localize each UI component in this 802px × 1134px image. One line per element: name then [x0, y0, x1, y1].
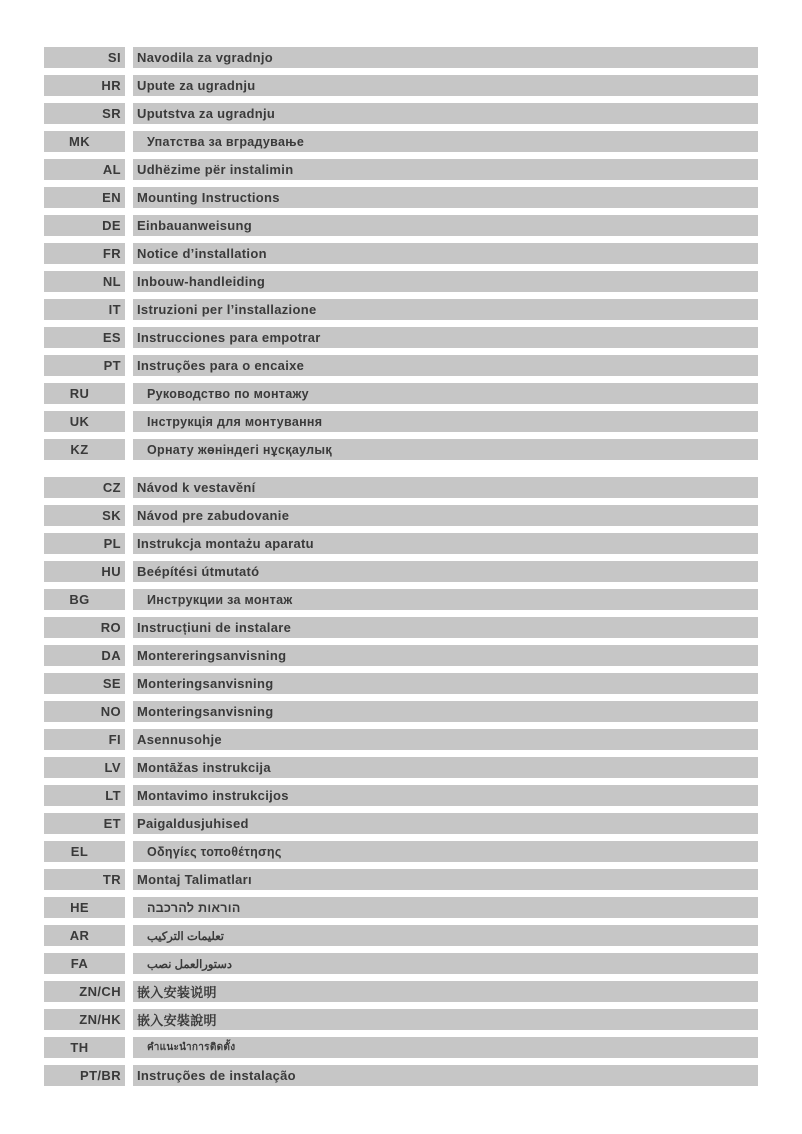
language-row: [44, 701, 758, 722]
instruction-text: تعليمات التركيب: [133, 925, 758, 946]
language-row: [44, 1065, 758, 1086]
instruction-text: Руководство по монтажу: [133, 383, 758, 404]
instruction-text: Navodila za vgradnjo: [133, 47, 758, 68]
language-row: [44, 673, 758, 694]
instruction-text: Beépítési útmutató: [133, 561, 758, 582]
column-divider: [125, 411, 133, 432]
instruction-text: Einbauanweisung: [133, 215, 758, 236]
language-code: SK: [44, 505, 125, 526]
instruction-text: Instruções para o encaixe: [133, 355, 758, 376]
language-code: AR: [44, 925, 125, 946]
column-divider: [125, 561, 133, 582]
language-row: [44, 131, 758, 152]
instruction-text: Notice d’installation: [133, 243, 758, 264]
column-divider: [125, 729, 133, 750]
language-code: AL: [44, 159, 125, 180]
instruction-text: 嵌入安装说明: [133, 981, 758, 1002]
language-code: FR: [44, 243, 125, 264]
instruction-text: Instrucțiuni de instalare: [133, 617, 758, 638]
column-divider: [125, 673, 133, 694]
column-divider: [125, 617, 133, 638]
column-divider: [125, 785, 133, 806]
language-code: TR: [44, 869, 125, 890]
language-code: EN: [44, 187, 125, 208]
column-divider: [125, 981, 133, 1002]
instruction-text: Instruções de instalação: [133, 1065, 758, 1086]
instruction-text: دستورالعمل نصب: [133, 953, 758, 974]
language-code: MK: [44, 131, 125, 152]
column-divider: [125, 813, 133, 834]
column-divider: [125, 187, 133, 208]
column-divider: [125, 75, 133, 96]
language-row: [44, 355, 758, 376]
column-divider: [125, 589, 133, 610]
language-code: NL: [44, 271, 125, 292]
language-row: [44, 953, 758, 974]
instruction-text: 嵌入安裝說明: [133, 1009, 758, 1030]
instruction-text: Monteringsanvisning: [133, 701, 758, 722]
language-code: CZ: [44, 477, 125, 498]
language-code: BG: [44, 589, 125, 610]
language-code: UK: [44, 411, 125, 432]
column-divider: [125, 383, 133, 404]
instruction-text: Montavimo instrukcijos: [133, 785, 758, 806]
instruction-text: Inbouw-handleiding: [133, 271, 758, 292]
language-code: DE: [44, 215, 125, 236]
language-row: [44, 813, 758, 834]
language-row: [44, 243, 758, 264]
column-divider: [125, 505, 133, 526]
column-divider: [125, 925, 133, 946]
column-divider: [125, 215, 133, 236]
language-code: FA: [44, 953, 125, 974]
language-code: TH: [44, 1037, 125, 1058]
language-row: [44, 841, 758, 862]
instruction-text: Instrukcja montażu aparatu: [133, 533, 758, 554]
language-code: LV: [44, 757, 125, 778]
language-code: HE: [44, 897, 125, 918]
column-divider: [125, 953, 133, 974]
language-row: [44, 411, 758, 432]
language-code: FI: [44, 729, 125, 750]
column-divider: [125, 103, 133, 124]
language-row: [44, 645, 758, 666]
instruction-text: Udhëzime për instalimin: [133, 159, 758, 180]
language-row: [44, 897, 758, 918]
language-code: PT: [44, 355, 125, 376]
column-divider: [125, 897, 133, 918]
instruction-text: Montaj Talimatları: [133, 869, 758, 890]
language-code: SE: [44, 673, 125, 694]
instruction-text: Οδηγίες τοποθέτησης: [133, 841, 758, 862]
instruction-text: Орнату жөніндегі нұсқаулық: [133, 439, 758, 460]
language-code: ZN/CH: [44, 981, 125, 1002]
language-code: ES: [44, 327, 125, 348]
language-row: [44, 299, 758, 320]
language-row: [44, 215, 758, 236]
column-divider: [125, 243, 133, 264]
column-divider: [125, 869, 133, 890]
column-divider: [125, 645, 133, 666]
language-row: [44, 533, 758, 554]
language-row: [44, 729, 758, 750]
instruction-text: Упатства за вградување: [133, 131, 758, 152]
language-row: [44, 477, 758, 498]
language-row: [44, 47, 758, 68]
instruction-text: Інструкція для монтування: [133, 411, 758, 432]
language-row: [44, 187, 758, 208]
instruction-text: Návod k vestavění: [133, 477, 758, 498]
language-code: RU: [44, 383, 125, 404]
column-divider: [125, 439, 133, 460]
language-code: DA: [44, 645, 125, 666]
instruction-text: Montereringsanvisning: [133, 645, 758, 666]
instruction-text: Upute za ugradnju: [133, 75, 758, 96]
language-row: [44, 1037, 758, 1058]
instruction-text: Návod pre zabudovanie: [133, 505, 758, 526]
language-row: [44, 505, 758, 526]
column-divider: [125, 533, 133, 554]
language-code: ZN/HK: [44, 1009, 125, 1030]
language-row: [44, 561, 758, 582]
language-code: PT/BR: [44, 1065, 125, 1086]
instruction-text: Uputstva za ugradnju: [133, 103, 758, 124]
language-row: [44, 589, 758, 610]
instruction-text: הוראות להרכבה: [133, 897, 758, 918]
instruction-text: Istruzioni per l’installazione: [133, 299, 758, 320]
column-divider: [125, 327, 133, 348]
language-row: [44, 271, 758, 292]
language-code: SI: [44, 47, 125, 68]
language-row: [44, 159, 758, 180]
language-row: [44, 757, 758, 778]
column-divider: [125, 1037, 133, 1058]
language-code: HR: [44, 75, 125, 96]
column-divider: [125, 1065, 133, 1086]
column-divider: [125, 131, 133, 152]
instruction-text: Инструкции за монтаж: [133, 589, 758, 610]
column-divider: [125, 701, 133, 722]
language-list: [44, 47, 758, 1086]
language-row: [44, 981, 758, 1002]
language-code: PL: [44, 533, 125, 554]
language-row: [44, 1009, 758, 1030]
column-divider: [125, 355, 133, 376]
column-divider: [125, 841, 133, 862]
language-row: [44, 103, 758, 124]
instruction-text: Asennusohje: [133, 729, 758, 750]
instruction-text: Mounting Instructions: [133, 187, 758, 208]
language-code: IT: [44, 299, 125, 320]
column-divider: [125, 757, 133, 778]
language-code: HU: [44, 561, 125, 582]
language-row: [44, 869, 758, 890]
language-code: ET: [44, 813, 125, 834]
instruction-text: Paigaldusjuhised: [133, 813, 758, 834]
column-divider: [125, 299, 133, 320]
column-divider: [125, 47, 133, 68]
language-row: [44, 925, 758, 946]
language-code: EL: [44, 841, 125, 862]
language-code: LT: [44, 785, 125, 806]
language-row: [44, 327, 758, 348]
language-row: [44, 785, 758, 806]
language-row: [44, 75, 758, 96]
column-divider: [125, 271, 133, 292]
language-code: KZ: [44, 439, 125, 460]
instruction-text: Montāžas instrukcija: [133, 757, 758, 778]
instruction-text: คำแนะนำการติดตั้ง: [133, 1037, 758, 1058]
language-code: SR: [44, 103, 125, 124]
language-row: [44, 439, 758, 460]
instruction-text: Monteringsanvisning: [133, 673, 758, 694]
language-row: [44, 617, 758, 638]
column-divider: [125, 477, 133, 498]
language-row: [44, 383, 758, 404]
language-code: RO: [44, 617, 125, 638]
column-divider: [125, 159, 133, 180]
column-divider: [125, 1009, 133, 1030]
language-code: NO: [44, 701, 125, 722]
instruction-text: Instrucciones para empotrar: [133, 327, 758, 348]
